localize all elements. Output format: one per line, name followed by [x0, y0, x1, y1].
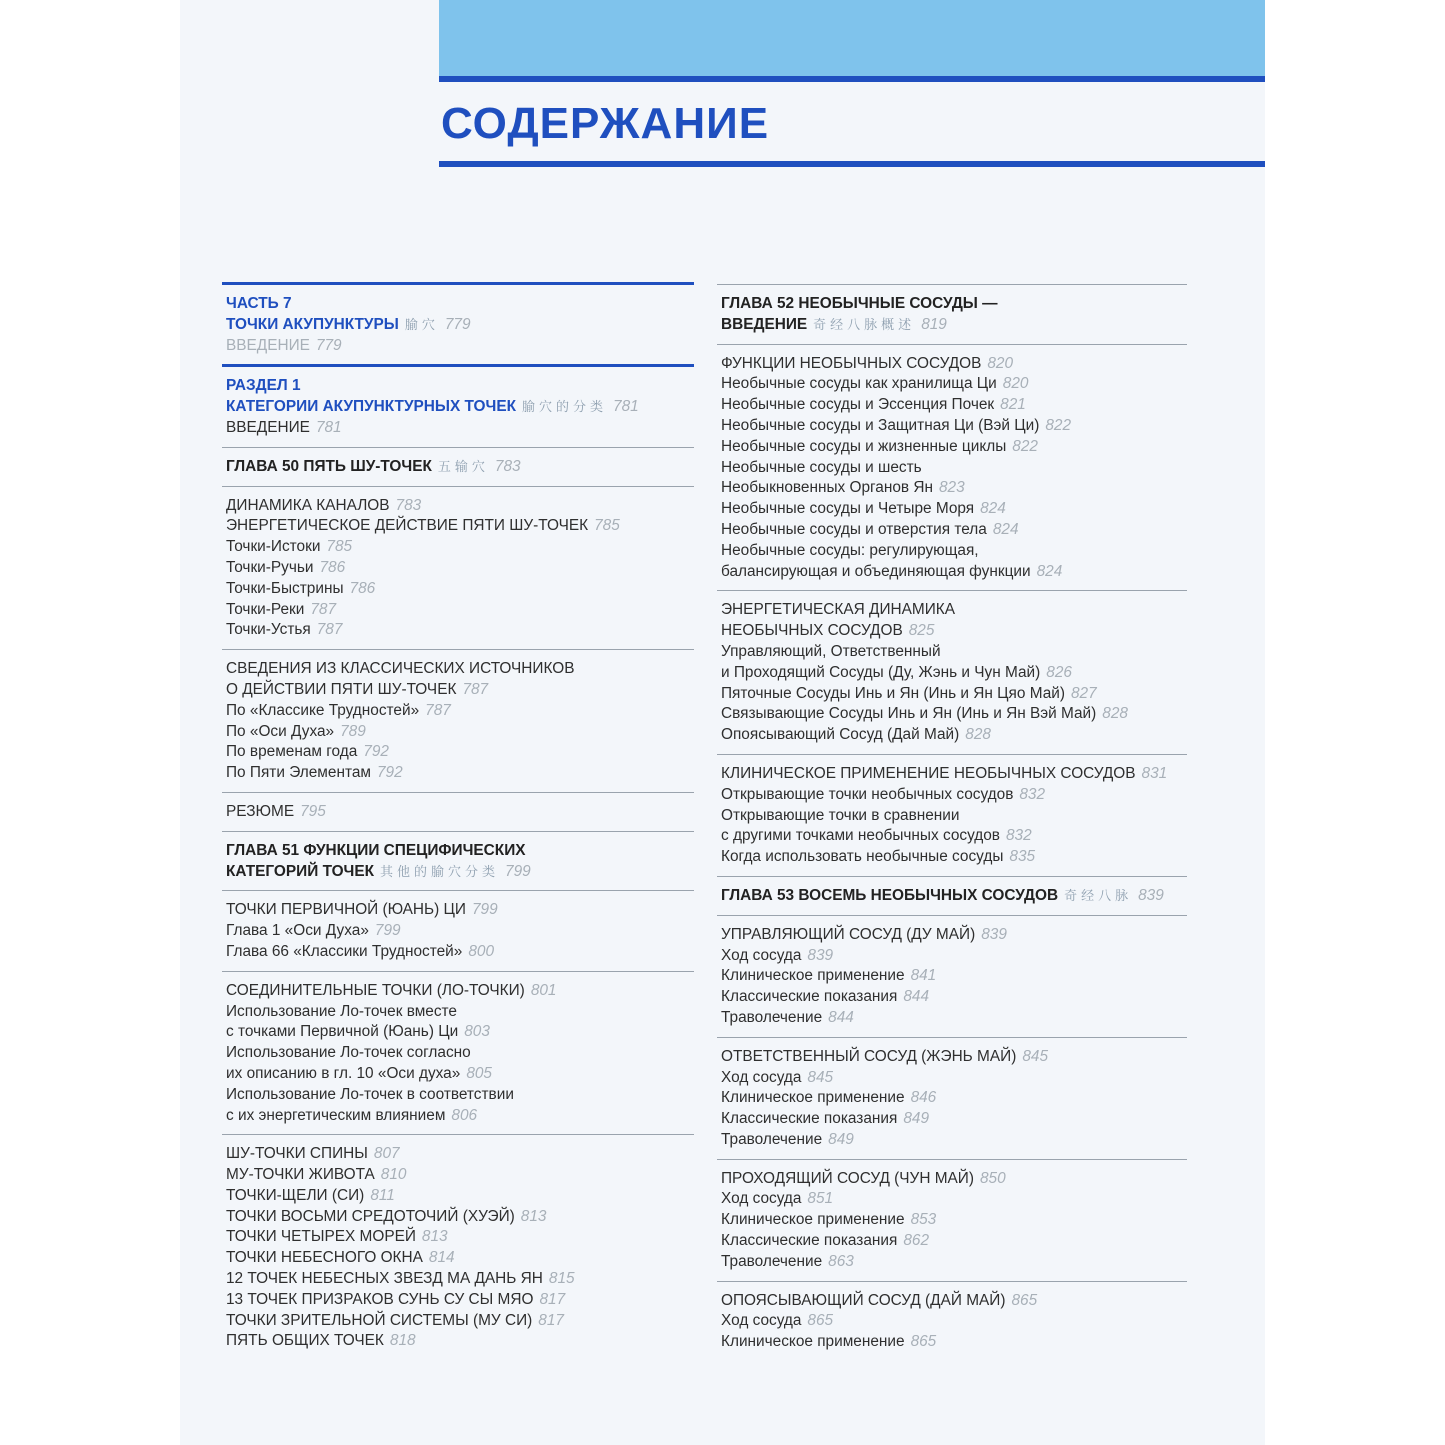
page-number: 865	[910, 1333, 937, 1351]
toc-entry[interactable]	[226, 1269, 694, 1290]
toc-entry-text: ГЛАВА 51 ФУНКЦИИ СПЕЦИФИЧЕСКИХ	[226, 841, 526, 859]
toc-entry[interactable]	[721, 541, 1187, 562]
toc-entry[interactable]	[226, 900, 694, 921]
toc-entry-text: Точки-Ручьи	[226, 558, 314, 576]
toc-entry[interactable]	[226, 763, 694, 784]
toc-entry-text: Клиническое применение	[721, 967, 905, 985]
toc-entry-text: Опоясывающий Сосуд (Дай Май)	[721, 726, 960, 744]
page-number: 781	[315, 418, 342, 436]
page-number: 799	[374, 922, 401, 940]
toc-entry[interactable]	[721, 946, 1187, 967]
page-number: 849	[828, 1130, 854, 1148]
toc-entry[interactable]	[721, 987, 1187, 1008]
toc-entry[interactable]	[226, 862, 694, 883]
page-number: 800	[468, 942, 495, 960]
toc-entry-text: Точки-Истоки	[226, 538, 321, 556]
toc-section	[222, 447, 694, 486]
page-number: 814	[428, 1249, 455, 1267]
toc-entry-text: Клиническое применение	[721, 1211, 905, 1229]
toc-entry-text: Ход сосуда	[721, 1312, 802, 1330]
toc-section	[222, 282, 694, 364]
chinese-title: 奇经八脉	[1064, 887, 1133, 903]
chinese-title: 奇经八脉概述	[813, 316, 916, 332]
toc-entry-text: ТОЧКИ ЧЕТЫРЕХ МОРЕЙ	[226, 1228, 416, 1246]
page-number: 787	[462, 680, 489, 698]
page-number: 824	[980, 500, 1006, 518]
toc-entry-text: РЕЗЮМЕ	[226, 802, 295, 820]
page-number: 783	[494, 457, 521, 475]
chinese-title: 腧穴	[404, 316, 439, 332]
toc-entry[interactable]	[721, 1008, 1187, 1029]
toc-entry-text: Необычные сосуды как хранилища Ци	[721, 375, 997, 393]
toc-entry[interactable]	[721, 826, 1187, 847]
page-number: 851	[807, 1190, 834, 1208]
toc-entry-text: балансирующая и объединяющая функции	[721, 562, 1031, 580]
page-number: 850	[979, 1169, 1006, 1187]
toc-entry[interactable]	[226, 457, 694, 478]
page-number: 813	[421, 1228, 448, 1246]
toc-entry-text: ЧАСТЬ 7	[226, 295, 292, 312]
toc-entry-text: Классические показания	[721, 988, 898, 1006]
toc-entry-text: Использование Ло-точек согласно	[226, 1044, 471, 1062]
toc-entry-text: 13 ТОЧЕК ПРИЗРАКОВ СУНЬ СУ СЫ МЯО	[226, 1290, 534, 1308]
toc-entry[interactable]	[226, 1186, 694, 1207]
page-number: 803	[464, 1023, 490, 1041]
page-number: 839	[1138, 886, 1164, 904]
toc-entry-text: Траволечение	[721, 1130, 823, 1148]
page-number: 786	[349, 579, 376, 597]
toc-entry[interactable]	[721, 1088, 1187, 1109]
page-number: 779	[315, 336, 342, 354]
toc-entry-text: Траволечение	[721, 1008, 823, 1026]
toc-entry-text: ЭНЕРГЕТИЧЕСКОЕ ДЕЙСТВИЕ ПЯТИ ШУ-ТОЧЕК	[226, 517, 589, 535]
page-number: 787	[425, 701, 451, 719]
toc-entry[interactable]	[721, 847, 1187, 868]
toc-entry[interactable]	[721, 1291, 1187, 1312]
page-number: 828	[1102, 705, 1128, 723]
toc-entry[interactable]	[226, 1227, 694, 1248]
toc-entry-text: Клиническое применение	[721, 1333, 905, 1351]
toc-entry[interactable]	[721, 925, 1187, 946]
toc-entry-text: Необычные сосуды и отверстия тела	[721, 520, 987, 538]
page-number: 792	[376, 764, 403, 782]
page-number: 801	[530, 981, 557, 999]
page-number: 831	[1141, 764, 1168, 782]
toc-entry-text: Точки-Реки	[226, 600, 305, 618]
toc-entry-text: ВВЕДЕНИЕ	[226, 418, 310, 436]
toc-entry-text: Использование Ло-точек вместе	[226, 1002, 457, 1020]
toc-entry[interactable]	[721, 1311, 1187, 1332]
toc-entry[interactable]	[226, 1002, 694, 1023]
toc-entry[interactable]	[226, 496, 694, 517]
toc-entry[interactable]	[721, 1068, 1187, 1089]
chinese-title: 其他的腧穴分类	[380, 863, 500, 879]
toc-entry-text: Управляющий, Ответственный	[721, 642, 941, 660]
toc-entry-text: ОТВЕТСТВЕННЫЙ СОСУД (ЖЭНЬ МАЙ)	[721, 1047, 1017, 1065]
toc-section	[717, 876, 1187, 915]
toc-section	[222, 890, 694, 970]
toc-entry[interactable]	[721, 1047, 1187, 1068]
toc-entry-text: ЭНЕРГЕТИЧЕСКАЯ ДИНАМИКА	[721, 601, 956, 619]
page-number: 810	[380, 1166, 407, 1184]
toc-entry-text: Необычные сосуды и жизненные циклы	[721, 437, 1007, 455]
page-number: 827	[1070, 684, 1097, 702]
toc-entry-text: с их энергетическим влиянием	[226, 1106, 446, 1124]
toc-entry[interactable]	[721, 642, 1187, 663]
toc-section	[222, 831, 694, 891]
toc-section	[717, 344, 1187, 591]
toc-entry-text: КЛИНИЧЕСКОЕ ПРИМЕНЕНИЕ НЕОБЫЧНЫХ СОСУДОВ	[721, 764, 1136, 782]
page-number: 785	[326, 538, 353, 556]
toc-entry[interactable]	[721, 1252, 1187, 1273]
toc-entry-text: Ход сосуда	[721, 946, 802, 964]
page-number: 839	[981, 925, 1007, 943]
toc-entry[interactable]	[226, 1331, 694, 1352]
toc-entry[interactable]	[721, 600, 1187, 621]
toc-section	[222, 1134, 694, 1360]
page-number: 826	[1046, 663, 1072, 681]
toc-entry-text: Глава 66 «Классики Трудностей»	[226, 942, 463, 960]
page-number: 817	[538, 1311, 564, 1329]
toc-entry[interactable]	[721, 478, 1187, 499]
toc-section	[717, 1037, 1187, 1159]
toc-entry-text: ФУНКЦИИ НЕОБЫЧНЫХ СОСУДОВ	[721, 354, 982, 372]
toc-entry[interactable]	[226, 579, 694, 600]
toc-entry-text: УПРАВЛЯЮЩИЙ СОСУД (ДУ МАЙ)	[721, 925, 976, 943]
toc-entry[interactable]	[721, 354, 1187, 375]
toc-entry[interactable]	[721, 437, 1187, 458]
toc-entry-text: ТОЧКИ ЗРИТЕЛЬНОЙ СИСТЕМЫ (МУ СИ)	[226, 1311, 533, 1329]
toc-entry-text: Необычные сосуды и Эссенция Почек	[721, 396, 995, 414]
toc-entry-text: ТОЧКИ ВОСЬМИ СРЕДОТОЧИЙ (ХУЭЙ)	[226, 1207, 515, 1225]
toc-entry-text: По Пяти Элементам	[226, 764, 371, 782]
toc-section	[717, 1281, 1187, 1361]
toc-entry[interactable]	[226, 802, 694, 823]
toc-entry-text: Открывающие точки в сравнении	[721, 806, 960, 824]
page-number: 862	[903, 1232, 930, 1250]
page-number: 787	[316, 621, 343, 639]
toc-entry-text: Клиническое применение	[721, 1089, 905, 1107]
toc-entry[interactable]	[226, 981, 694, 1002]
page-number: 845	[807, 1068, 834, 1086]
toc-entry[interactable]	[721, 1231, 1187, 1252]
toc-entry[interactable]	[226, 1248, 694, 1269]
toc-entry[interactable]	[721, 764, 1187, 785]
toc-entry[interactable]	[226, 1311, 694, 1332]
toc-section	[717, 590, 1187, 754]
page-number: 787	[310, 600, 337, 618]
toc-entry-text: НЕОБЫЧНЫХ СОСУДОВ	[721, 622, 903, 640]
page-number: 785	[594, 517, 620, 535]
toc-entry[interactable]	[226, 1144, 694, 1165]
page-number: 806	[451, 1106, 478, 1124]
toc-entry[interactable]	[226, 659, 694, 680]
page-number: 813	[520, 1207, 547, 1225]
page-number: 786	[319, 558, 346, 576]
toc-entry-text: Классические показания	[721, 1232, 898, 1250]
toc-entry-text: КАТЕГОРИИ АКУПУНКТУРНЫХ ТОЧЕК	[226, 398, 516, 416]
toc-entry-text: и Проходящий Сосуды (Ду, Жэнь и Чун Май)	[721, 663, 1041, 681]
toc-entry-text: По временам года	[226, 743, 358, 761]
toc-entry[interactable]	[226, 1064, 694, 1085]
toc-entry-text: Глава 1 «Оси Духа»	[226, 922, 369, 940]
toc-entry[interactable]	[721, 621, 1187, 642]
toc-entry-text: с другими точками необычных сосудов	[721, 827, 1000, 845]
toc-entry-text: Ход сосуда	[721, 1190, 802, 1208]
toc-entry[interactable]	[721, 886, 1187, 907]
page-number: 825	[908, 622, 935, 640]
page-number: 807	[373, 1145, 400, 1163]
toc-entry[interactable]	[721, 458, 1187, 479]
toc-entry-text: КАТЕГОРИЙ ТОЧЕК	[226, 862, 375, 880]
toc-entry[interactable]	[721, 725, 1187, 746]
toc-entry-text: ТОЧКИ НЕБЕСНОГО ОКНА	[226, 1249, 423, 1267]
toc-entry[interactable]	[226, 841, 694, 862]
page-number: 846	[910, 1089, 937, 1107]
page-number: 828	[965, 726, 991, 744]
page-number: 865	[807, 1312, 834, 1330]
header-rule-top	[439, 76, 1265, 82]
toc-entry[interactable]	[226, 701, 694, 722]
page-number: 805	[466, 1064, 492, 1082]
toc-entry[interactable]	[721, 499, 1187, 520]
toc-entry-text: с точками Первичной (Юань) Ци	[226, 1023, 459, 1041]
toc-entry[interactable]	[226, 620, 694, 641]
toc-entry-text: Необычные сосуды и шесть	[721, 458, 922, 476]
toc-entry-text: Классические показания	[721, 1110, 898, 1128]
toc-entry[interactable]	[226, 376, 694, 397]
toc-entry-text: МУ-ТОЧКИ ЖИВОТА	[226, 1166, 375, 1184]
page-number: 839	[807, 946, 834, 964]
page-number: 783	[395, 496, 422, 514]
toc-section	[222, 364, 694, 446]
toc-section	[222, 971, 694, 1135]
toc-entry[interactable]	[226, 921, 694, 942]
toc-entry[interactable]	[226, 600, 694, 621]
toc-entry[interactable]	[226, 315, 694, 336]
toc-column-left	[222, 282, 694, 1360]
toc-entry[interactable]	[226, 397, 694, 418]
toc-entry-text: По «Классике Трудностей»	[226, 701, 420, 719]
page-number: 822	[1012, 437, 1038, 455]
toc-entry-text: ОПОЯСЫВАЮЩИЙ СОСУД (ДАЙ МАЙ)	[721, 1291, 1006, 1309]
toc-entry-text: Траволечение	[721, 1252, 823, 1270]
toc-entry[interactable]	[721, 1189, 1187, 1210]
toc-entry[interactable]	[721, 704, 1187, 725]
page-number: 844	[828, 1008, 854, 1026]
page-number: 821	[1000, 396, 1026, 414]
toc-entry[interactable]	[226, 1022, 694, 1043]
toc-entry[interactable]	[226, 722, 694, 743]
toc-entry[interactable]	[226, 1106, 694, 1127]
toc-entry-text: Открывающие точки необычных сосудов	[721, 785, 1014, 803]
page-number: 815	[548, 1270, 575, 1288]
toc-entry-text: Необычные сосуды: регулирующая,	[721, 541, 979, 559]
toc-entry[interactable]	[721, 1109, 1187, 1130]
toc-section	[222, 792, 694, 831]
toc-entry[interactable]	[721, 806, 1187, 827]
toc-entry-text: Ход сосуда	[721, 1068, 802, 1086]
page-title: СОДЕРЖАНИЕ	[441, 99, 770, 148]
page-number: 824	[992, 520, 1019, 538]
page-number: 863	[828, 1252, 854, 1270]
toc-entry-text: Когда использовать необычные сосуды	[721, 848, 1004, 866]
page-number: 818	[389, 1332, 416, 1350]
toc-entry-text: Необыкновенных Органов Ян	[721, 479, 933, 497]
toc-entry[interactable]	[721, 684, 1187, 705]
toc-entry-text: Необычные сосуды и Защитная Ци (Вэй Ци)	[721, 416, 1040, 434]
toc-entry[interactable]	[226, 1043, 694, 1064]
toc-section	[222, 649, 694, 792]
page-number: 845	[1022, 1047, 1049, 1065]
toc-section	[222, 486, 694, 650]
toc-entry-text: По «Оси Духа»	[226, 722, 335, 740]
toc-section	[717, 915, 1187, 1037]
toc-entry-text: ГЛАВА 53 ВОСЕМЬ НЕОБЫЧНЫХ СОСУДОВ	[721, 886, 1059, 904]
toc-entry-text: ШУ-ТОЧКИ СПИНЫ	[226, 1145, 368, 1163]
page-number: 844	[903, 988, 930, 1006]
toc-entry[interactable]	[226, 742, 694, 763]
toc-entry[interactable]	[721, 374, 1187, 395]
page-number: 789	[340, 722, 366, 740]
toc-entry-text: ТОЧКИ АКУПУНКТУРЫ	[226, 315, 399, 333]
page-number: 832	[1019, 785, 1046, 803]
toc-entry-text: ПЯТЬ ОБЩИХ ТОЧЕК	[226, 1332, 384, 1350]
page-number: 832	[1005, 827, 1032, 845]
toc-entry[interactable]	[721, 663, 1187, 684]
page-number: 799	[505, 862, 531, 880]
toc-entry-text: ТОЧКИ ПЕРВИЧНОЙ (ЮАНЬ) ЦИ	[226, 901, 466, 919]
toc-entry-text: РАЗДЕЛ 1	[226, 377, 301, 395]
header-color-band	[439, 0, 1265, 76]
toc-entry[interactable]	[721, 1169, 1187, 1190]
toc-section	[717, 754, 1187, 876]
toc-entry-text: ВВЕДЕНИЕ	[226, 336, 310, 354]
page-number: 792	[363, 743, 389, 761]
page-number: 795	[300, 802, 326, 820]
toc-entry[interactable]	[721, 1210, 1187, 1231]
toc-entry-text: ПРОХОДЯЩИЙ СОСУД (ЧУН МАЙ)	[721, 1169, 974, 1187]
toc-entry[interactable]	[721, 1332, 1187, 1353]
page-number: 824	[1036, 562, 1063, 580]
toc-entry[interactable]	[226, 1165, 694, 1186]
toc-entry[interactable]	[226, 294, 694, 315]
toc-entry[interactable]	[226, 537, 694, 558]
toc-entry[interactable]	[226, 942, 694, 963]
page-number: 853	[910, 1211, 937, 1229]
toc-entry[interactable]	[721, 785, 1187, 806]
toc-entry-text: Точки-Устья	[226, 621, 311, 639]
toc-entry-text: О ДЕЙСТВИИ ПЯТИ ШУ-ТОЧЕК	[226, 680, 457, 698]
toc-entry-text: их описанию в гл. 10 «Оси духа»	[226, 1064, 461, 1082]
toc-entry[interactable]	[226, 418, 694, 439]
page-number: 865	[1011, 1291, 1038, 1309]
page-number: 820	[987, 354, 1014, 372]
toc-entry[interactable]	[226, 336, 694, 357]
page-number: 779	[444, 315, 471, 333]
toc-entry-text: СОЕДИНИТЕЛЬНЫЕ ТОЧКИ (ЛО-ТОЧКИ)	[226, 981, 525, 999]
page-number: 811	[370, 1186, 395, 1204]
chinese-title: 五输穴	[437, 458, 489, 474]
page-number: 799	[472, 901, 498, 919]
page-number: 819	[921, 315, 947, 333]
page-number: 849	[903, 1110, 930, 1128]
toc-entry-text: ТОЧКИ-ЩЕЛИ (СИ)	[226, 1186, 365, 1204]
toc-section	[717, 284, 1187, 344]
toc-entry-text: Использование Ло-точек в соответствии	[226, 1085, 514, 1103]
header-rule-bottom	[439, 161, 1265, 167]
toc-column-right	[717, 284, 1187, 1361]
page-number: 835	[1009, 848, 1036, 866]
toc-entry-text: Связывающие Сосуды Инь и Ян (Инь и Ян Вэй Май)	[721, 705, 1097, 723]
toc-entry-text: Пяточные Сосуды Инь и Ян (Инь и Ян Цяо Май)	[721, 684, 1065, 702]
toc-entry[interactable]	[721, 416, 1187, 437]
toc-entry[interactable]	[721, 315, 1187, 336]
toc-entry[interactable]	[226, 680, 694, 701]
toc-entry-text: Точки-Быстрины	[226, 579, 344, 597]
toc-entry[interactable]	[226, 1290, 694, 1311]
toc-entry[interactable]	[226, 516, 694, 537]
toc-entry-text: СВЕДЕНИЯ ИЗ КЛАССИЧЕСКИХ ИСТОЧНИКОВ	[226, 660, 575, 678]
toc-entry[interactable]	[721, 395, 1187, 416]
toc-entry-text: ГЛАВА 52 НЕОБЫЧНЫЕ СОСУДЫ —	[721, 295, 998, 312]
toc-entry-text: Необычные сосуды и Четыре Моря	[721, 500, 975, 518]
toc-entry-text: 12 ТОЧЕК НЕБЕСНЫХ ЗВЕЗД МА ДАНЬ ЯН	[226, 1270, 543, 1288]
toc-entry-text: ГЛАВА 50 ПЯТЬ ШУ-ТОЧЕК	[226, 457, 432, 475]
page-number: 822	[1045, 416, 1072, 434]
toc-entry[interactable]	[226, 558, 694, 579]
toc-entry[interactable]	[226, 1085, 694, 1106]
toc-section	[717, 1159, 1187, 1281]
toc-entry[interactable]	[226, 1207, 694, 1228]
toc-entry-text: ДИНАМИКА КАНАЛОВ	[226, 496, 390, 514]
toc-entry[interactable]	[721, 966, 1187, 987]
page-number: 820	[1002, 375, 1029, 393]
toc-entry-text: ВВЕДЕНИЕ	[721, 315, 808, 333]
toc-entry[interactable]	[721, 562, 1187, 583]
toc-entry[interactable]	[721, 1130, 1187, 1151]
chinese-title: 腧穴的分类	[522, 399, 608, 415]
toc-entry[interactable]	[721, 520, 1187, 541]
page-number: 841	[910, 967, 937, 985]
page-number: 823	[939, 479, 965, 497]
page-number: 781	[613, 398, 639, 416]
page-number: 817	[539, 1290, 566, 1308]
toc-entry[interactable]	[721, 294, 1187, 315]
